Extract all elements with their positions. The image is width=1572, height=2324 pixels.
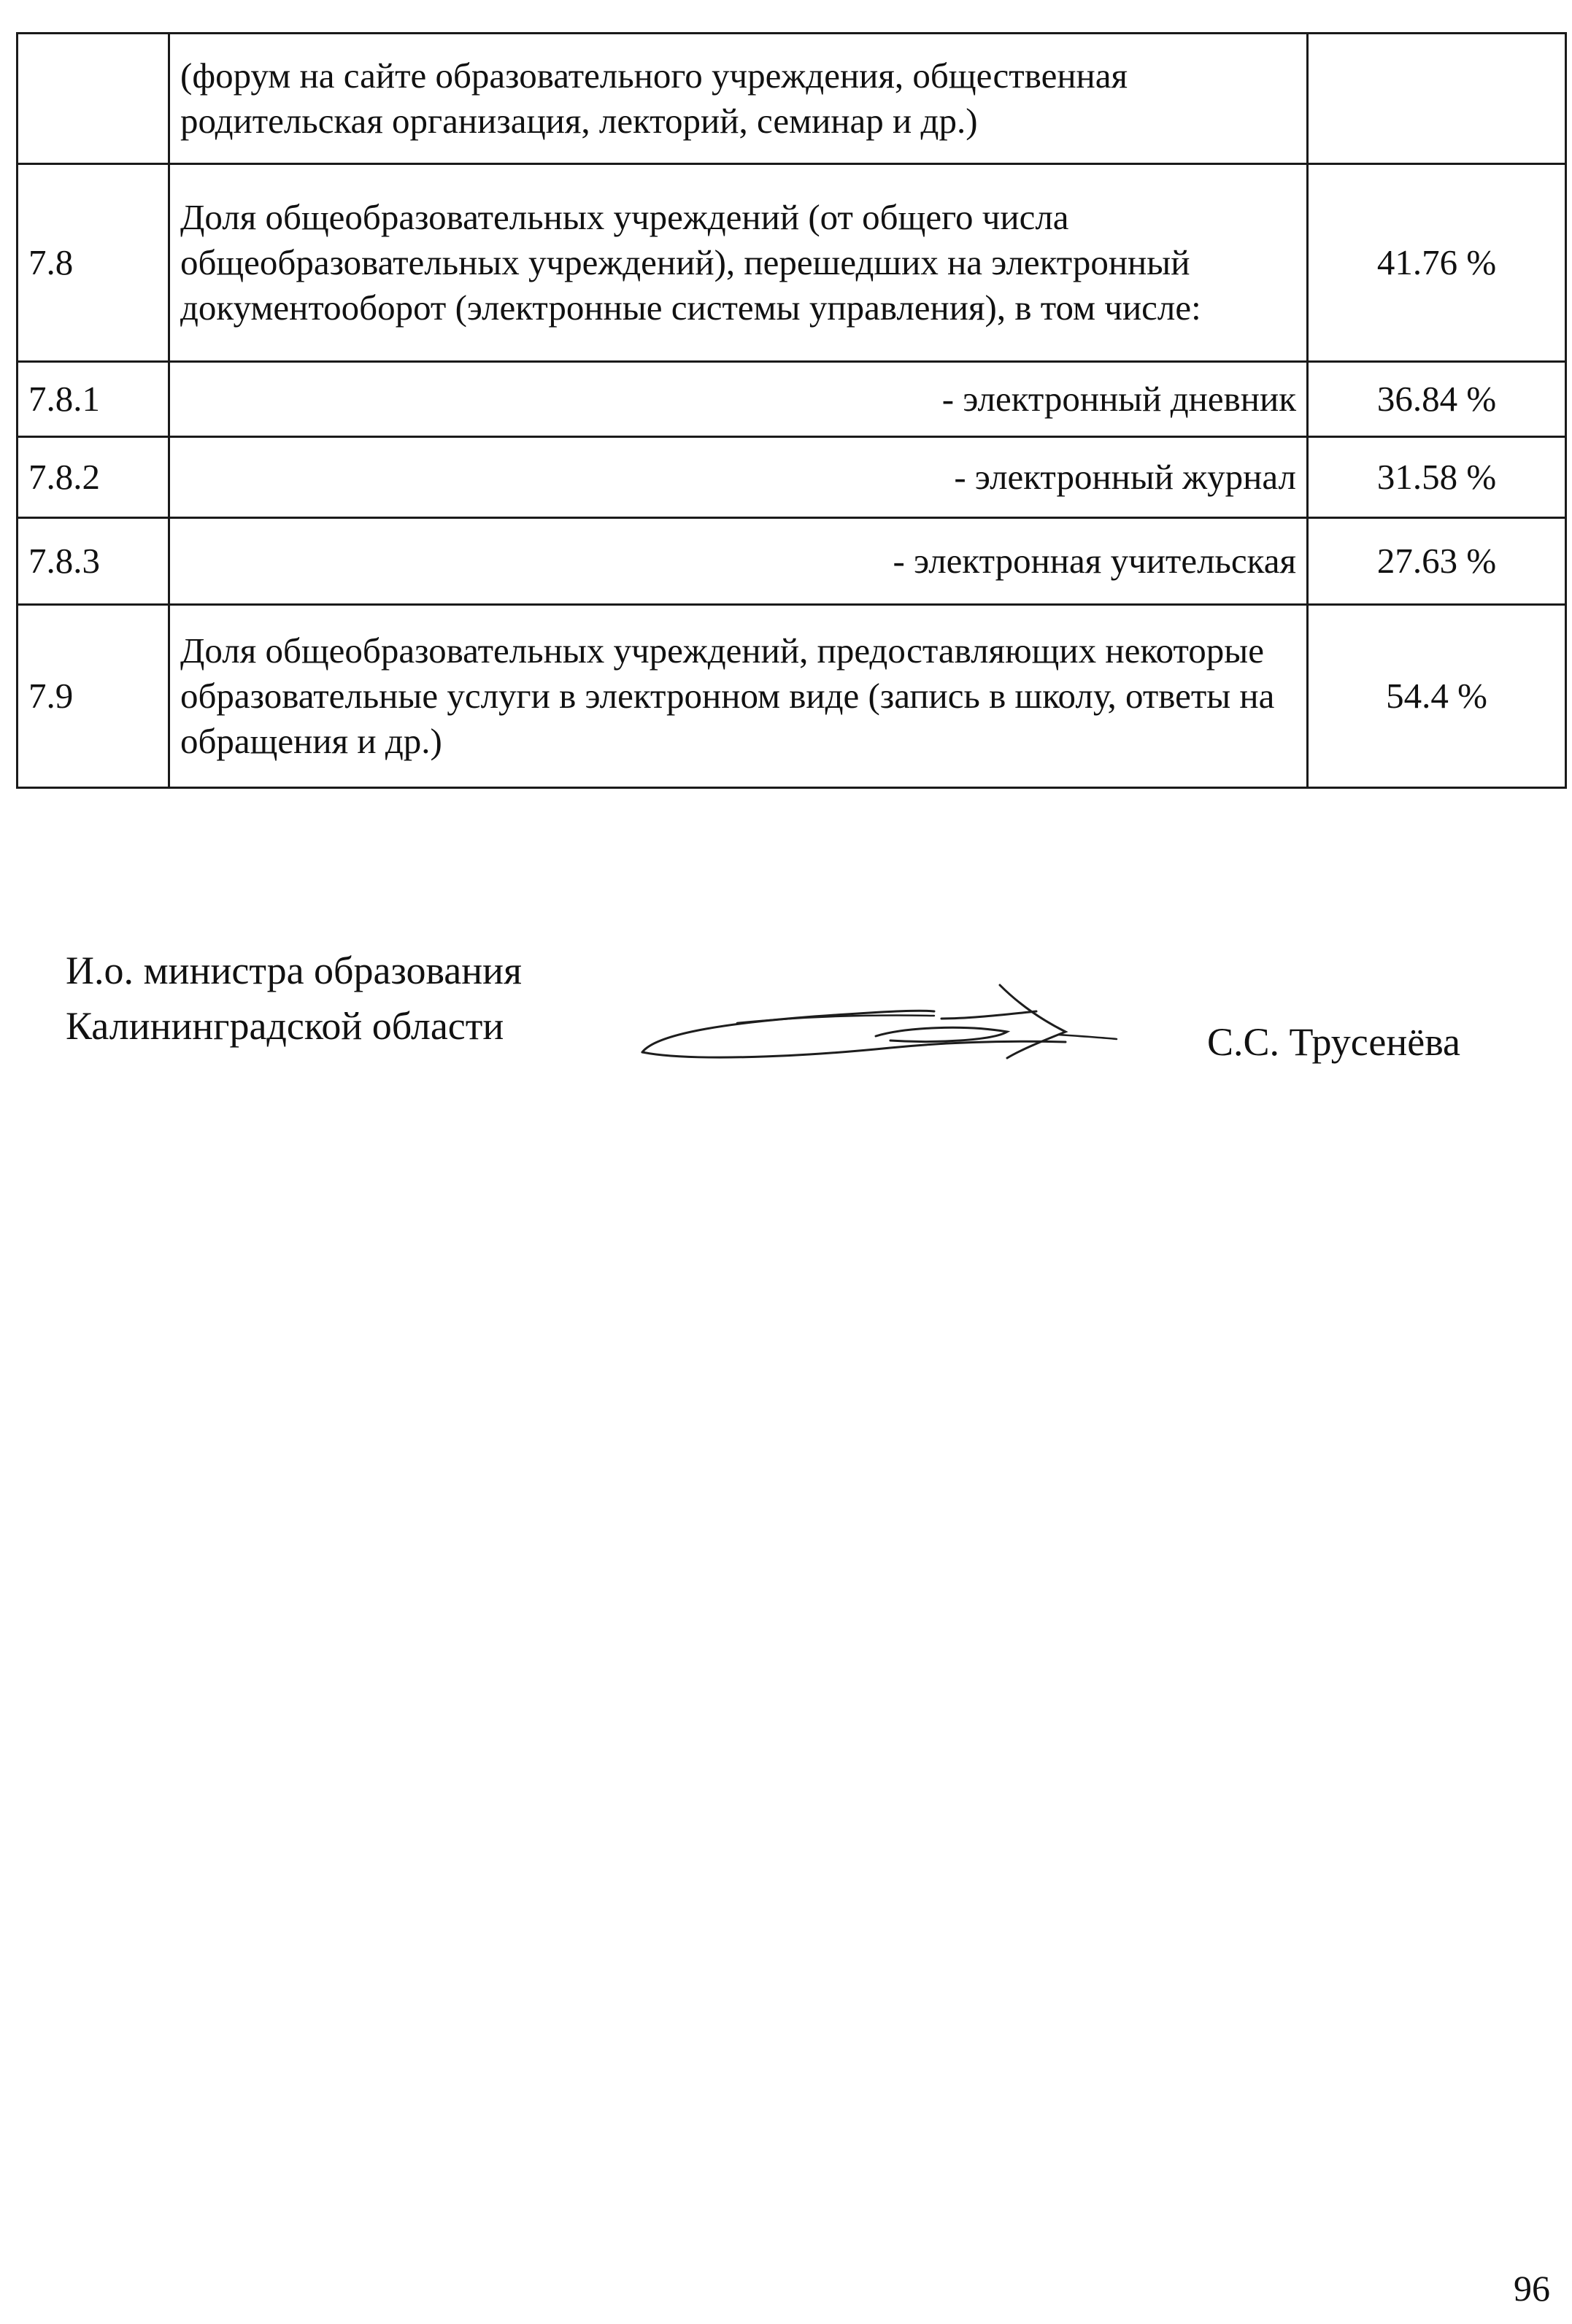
table-row: [18, 605, 1566, 788]
row-number: [18, 34, 169, 164]
row-description: Доля общеобразовательных учреждений, предоставляющих некоторые образовательные услуги в электронном виде (запись в школу, ответы на обращения и др.): [169, 605, 1308, 788]
row-number: 7.9: [18, 605, 169, 788]
row-number: 7.8.2: [18, 437, 169, 518]
row-value: 27.63 %: [1308, 518, 1566, 605]
row-value: 36.84 %: [1308, 362, 1566, 437]
row-description: - электронный дневник: [169, 362, 1308, 437]
row-value: 31.58 %: [1308, 437, 1566, 518]
position-line-1: И.о. министра образования: [66, 949, 522, 992]
row-number: 7.8.1: [18, 362, 169, 437]
row-value: 54.4 %: [1308, 605, 1566, 788]
indicators-table: [16, 32, 1567, 789]
row-number: 7.8: [18, 164, 169, 362]
signer-name: С.С. Трусенёва: [1207, 1020, 1460, 1064]
table-row: [18, 362, 1566, 437]
handwritten-signature: [628, 970, 1124, 1080]
row-description: - электронный журнал: [169, 437, 1308, 518]
position-line-2: Калининградской области: [66, 1004, 504, 1048]
table-row: [18, 437, 1566, 518]
row-description: Доля общеобразовательных учреждений (от общего числа общеобразовательных учреждений), перешедших на электронный документооборот (электронные системы управления), в том числе:: [169, 164, 1308, 362]
table-row: [18, 164, 1566, 362]
row-description: (форум на сайте образовательного учреждения, общественная родительская организация, лекторий, семинар и др.): [169, 34, 1308, 164]
row-value: [1308, 34, 1566, 164]
page-number: 96: [1514, 2268, 1550, 2309]
row-value: 41.76 %: [1308, 164, 1566, 362]
table-row: [18, 34, 1566, 164]
row-number: 7.8.3: [18, 518, 169, 605]
table-row: [18, 518, 1566, 605]
row-description: - электронная учительская: [169, 518, 1308, 605]
signatory-position: [66, 943, 522, 1054]
